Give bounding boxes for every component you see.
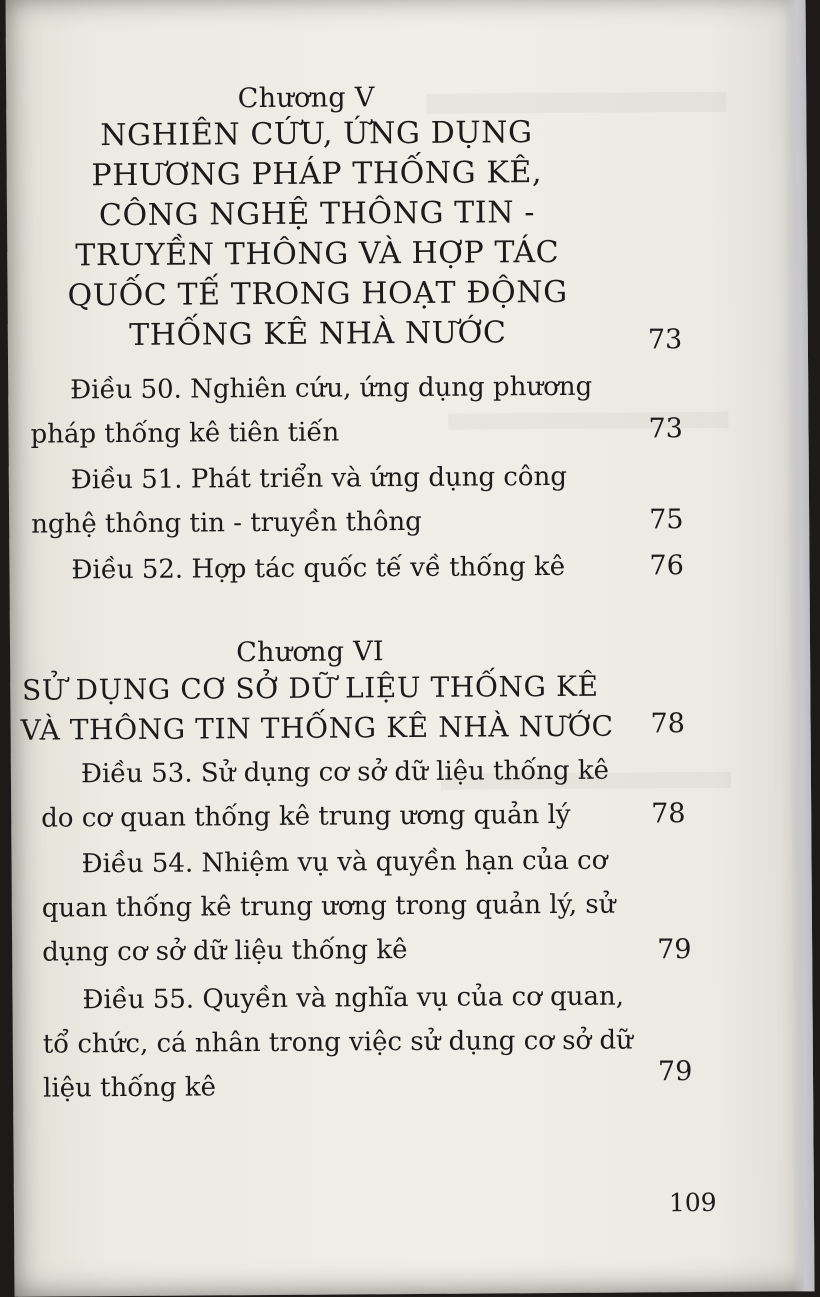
entry-line: nghệ thông tin - truyền thông [31,506,422,540]
entry-line: Điều 50. Nghiên cứu, ứng dụng phương [70,371,593,406]
table-of-contents [5,0,814,1297]
entry-line: Điều 52. Hợp tác quốc tế về thống kê [71,551,566,586]
entry-line: liệu thống kê [42,1072,217,1104]
entry-line: do cơ quan thống kê trung ương quản lý [41,799,571,834]
page-number: 73 [647,324,683,356]
chapter-label: Chương VI [236,636,385,669]
entry-line: Điều 53. Sử dụng cơ sở dữ liệu thống kê [80,755,610,790]
toc-entry [42,974,633,1110]
chapter-title-line: CÔNG NGHỆ THÔNG TIN - [98,195,536,234]
chapter-title-line: NGHIÊN CỨU, ỨNG DỤNG [100,115,533,154]
page-number: 78 [650,708,686,740]
entry-line: pháp thống kê tiên tiến [30,417,340,450]
chapter-title-line: SỬ DỤNG CƠ SỞ DỮ LIỆU THỐNG KÊ [21,669,599,707]
chapter-title-line: PHƯƠNG PHÁP THỐNG KÊ, [91,155,543,194]
page-number: 76 [649,550,684,582]
entry-line: Điều 55. Quyền và nghĩa vụ của cơ quan, [82,981,625,1016]
page-number: 78 [651,798,686,830]
chapter-title [20,667,614,751]
folio-page-number: 109 [668,1187,717,1218]
chapter-title-line: TRUYỀN THÔNG VÀ HỢP TÁC [75,234,560,274]
entry-line: Điều 54. Nhiệm vụ và quyền hạn của cơ [81,845,608,880]
entry-line: quan thống kê trung ương trong quản lý, sử [41,889,616,924]
toc-entry [31,455,568,547]
chapter-title-line: THỐNG KÊ NHÀ NƯỚC [129,315,507,353]
chapter-title [66,113,568,356]
toc-entry [30,365,593,457]
chapter-title-line: VÀ THÔNG TIN THỐNG KÊ NHÀ NƯỚC [20,709,614,747]
page-number: 73 [648,413,683,445]
chapter-label: Chương V [237,82,375,115]
entry-line: Điều 51. Phát triển và ứng dụng công [70,461,568,496]
page-number: 79 [657,1056,693,1088]
chapter-title-line: QUỐC TẾ TRONG HOẠT ĐỘNG [67,274,568,314]
entry-line: tổ chức, cá nhân trong việc sử dụng cơ sở dữ [42,1025,633,1060]
entry-line: dụng cơ sở dữ liệu thống kê [42,935,408,968]
toc-entry [41,839,616,975]
toc-entry [31,545,565,593]
page-number: 75 [649,504,684,536]
book-page [5,0,814,1297]
page-number: 79 [657,934,692,966]
toc-entry [41,749,610,841]
